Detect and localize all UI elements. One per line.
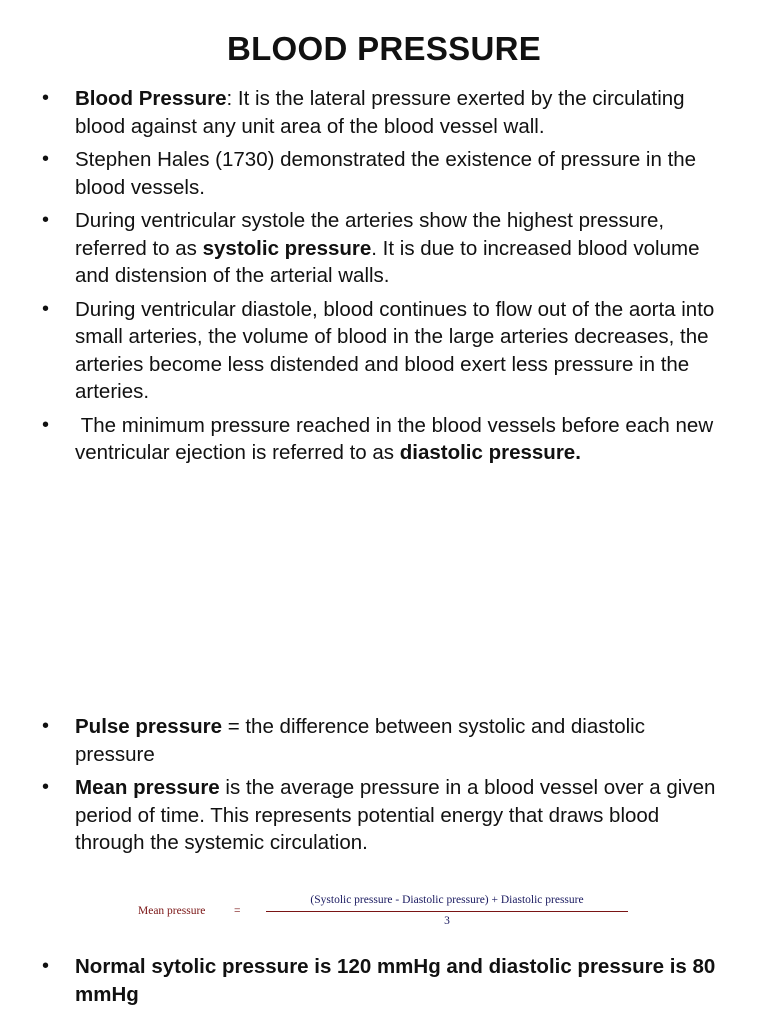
bullet-normal-values bbox=[0, 953, 768, 1008]
term-systolic-pressure: systolic pressure bbox=[202, 236, 372, 260]
normal-values-text: Normal sytolic pressure is 120 mmHg and diastolic pressure is 80 mmHg bbox=[75, 955, 716, 1006]
bullet-dot: • bbox=[42, 955, 50, 977]
bullet-dot: • bbox=[42, 776, 50, 798]
bullet-list-pulse-mean bbox=[0, 713, 768, 863]
bullet-stephen-hales bbox=[0, 146, 768, 201]
bullet-list-definitions bbox=[0, 85, 768, 473]
bullet-dot: • bbox=[42, 148, 50, 170]
mean-pressure-formula bbox=[138, 893, 638, 933]
formula-equals: = bbox=[234, 905, 241, 917]
bullet-text-post: . It is due to increased blood volume and distension of the arterial walls. bbox=[75, 236, 700, 287]
definition-text: : It is the lateral pressure exerted by the circulating blood against any unit area of the blood vessel wall. bbox=[75, 87, 685, 138]
bullet-dot: • bbox=[42, 413, 50, 436]
bullet-dot: • bbox=[42, 297, 50, 320]
term-diastolic-pressure: diastolic pressure. bbox=[399, 441, 581, 464]
bullet-blood-pressure-definition bbox=[0, 85, 768, 140]
page-title: BLOOD PRESSURE bbox=[226, 30, 542, 67]
formula-lhs: Mean pressure bbox=[138, 905, 206, 917]
bullet-list-normal-values bbox=[0, 953, 768, 1014]
formula-fraction-bar bbox=[266, 911, 628, 912]
formula-numerator: (Systolic pressure - Diastolic pressure) + Diastolic pressure bbox=[310, 894, 584, 906]
bullet-diastole bbox=[0, 296, 768, 406]
bullet-dot: • bbox=[42, 715, 50, 737]
bullet-dot: • bbox=[42, 87, 50, 109]
bullet-text: During ventricular diastole, blood continues to flow out of the aorta into small arteries, the volume of blood in the large arteries decreases, the arteries become less distended and blood exert less pressure in the arteries. bbox=[75, 297, 715, 403]
bullet-text: Stephen Hales (1730) demonstrated the existence of pressure in the blood vessels. bbox=[75, 148, 697, 199]
bullet-text: is the average pressure in a blood vessel over a given period of time. This represents potential energy that draws blood through the systemic circulation. bbox=[75, 776, 722, 854]
formula-denominator: 3 bbox=[444, 915, 450, 927]
term-blood-pressure: Blood Pressure bbox=[75, 87, 227, 110]
term-mean-pressure: Mean pressure bbox=[75, 776, 220, 799]
bullet-pulse-pressure bbox=[0, 713, 768, 768]
bullet-systolic bbox=[0, 207, 768, 290]
bullet-mean-pressure bbox=[0, 774, 768, 857]
bullet-text-pre: The minimum pressure reached in the blood vessels before each new ventricular ejection is referred to as bbox=[75, 413, 719, 464]
bullet-dot: • bbox=[42, 209, 50, 231]
bullet-text-pre: During ventricular systole the arteries show the highest pressure, referred to as bbox=[75, 209, 665, 260]
bullet-text: = the difference between systolic and diastolic pressure bbox=[75, 715, 651, 766]
term-pulse-pressure: Pulse pressure bbox=[75, 715, 222, 738]
bullet-diastolic-pressure bbox=[0, 412, 768, 467]
